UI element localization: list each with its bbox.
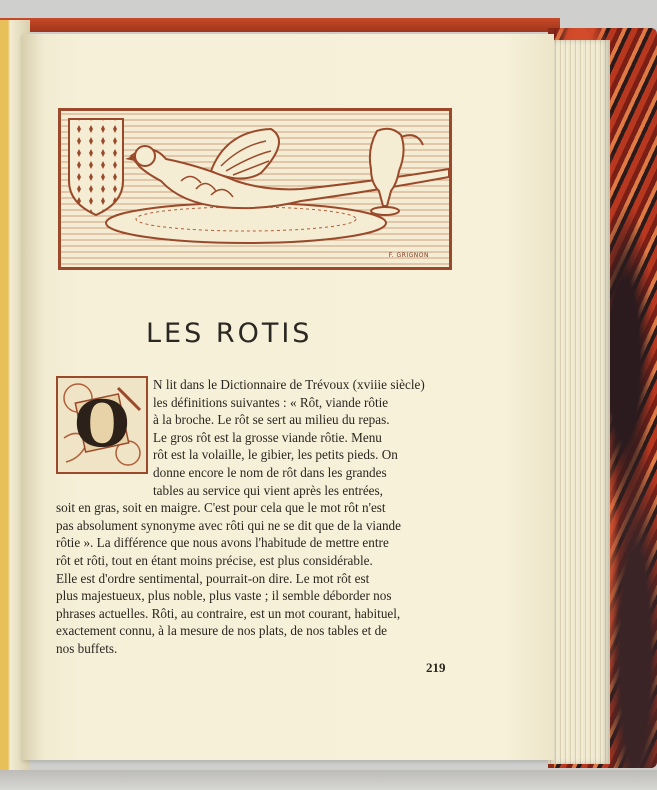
pheasant-illustration	[61, 111, 449, 267]
text-line: pas absolument synonyme avec rôti qui ne se dit que de la viande	[56, 517, 401, 533]
text-line: nos buffets.	[56, 640, 118, 656]
text-line: donne encore le nom de rôt dans les grandes	[153, 464, 387, 480]
text-line: plus majestueux, plus noble, plus vaste ; il semble déborder nos	[56, 588, 392, 604]
text-line: rôt et rôti, tout en étant moins précise, est plus considérable.	[56, 552, 373, 568]
drop-cap-letter: O	[74, 387, 130, 462]
text-line: rôt est la volaille, le gibier, les petits pieds. On	[153, 447, 398, 463]
text-line: rôtie ». La différence que nous avons l'habitude de mettre entre	[56, 535, 389, 551]
text-line: Le gros rôt est la grosse viande rôtie. Menu	[153, 429, 382, 445]
text-line: N lit dans le Dictionnaire de Trévoux (xviiie siècle)	[153, 377, 425, 392]
book-binding-top	[0, 18, 560, 32]
page-number: 219	[426, 660, 446, 675]
text-line: soit en gras, soit en maigre. C'est pour cela que le mot rôt n'est	[56, 500, 386, 516]
page-edges	[548, 40, 610, 764]
text-line: exactement connu, à la mesure de nos plats, de nos tables et de	[56, 623, 388, 639]
text-line: les définitions suivantes : « Rôt, viande rôtie	[153, 394, 389, 410]
text-line: à la broche. Le rôt se sert au milieu du repas.	[153, 412, 390, 428]
table-surface	[0, 770, 657, 790]
text-line: phrases actuelles. Rôti, au contraire, est un mot courant, habituel,	[56, 605, 401, 621]
page-title: LES ROTIS	[146, 318, 313, 349]
shield-icon	[69, 119, 123, 215]
body-text	[56, 376, 451, 658]
text-line: tables au service qui vient après les entrées,	[153, 482, 383, 498]
text-line: Elle est d'ordre sentimental, pourrait-on dire. Le mot rôt est	[56, 570, 370, 586]
header-engraving	[58, 108, 452, 270]
illustrator-signature: F. GRIGNON	[388, 252, 429, 259]
